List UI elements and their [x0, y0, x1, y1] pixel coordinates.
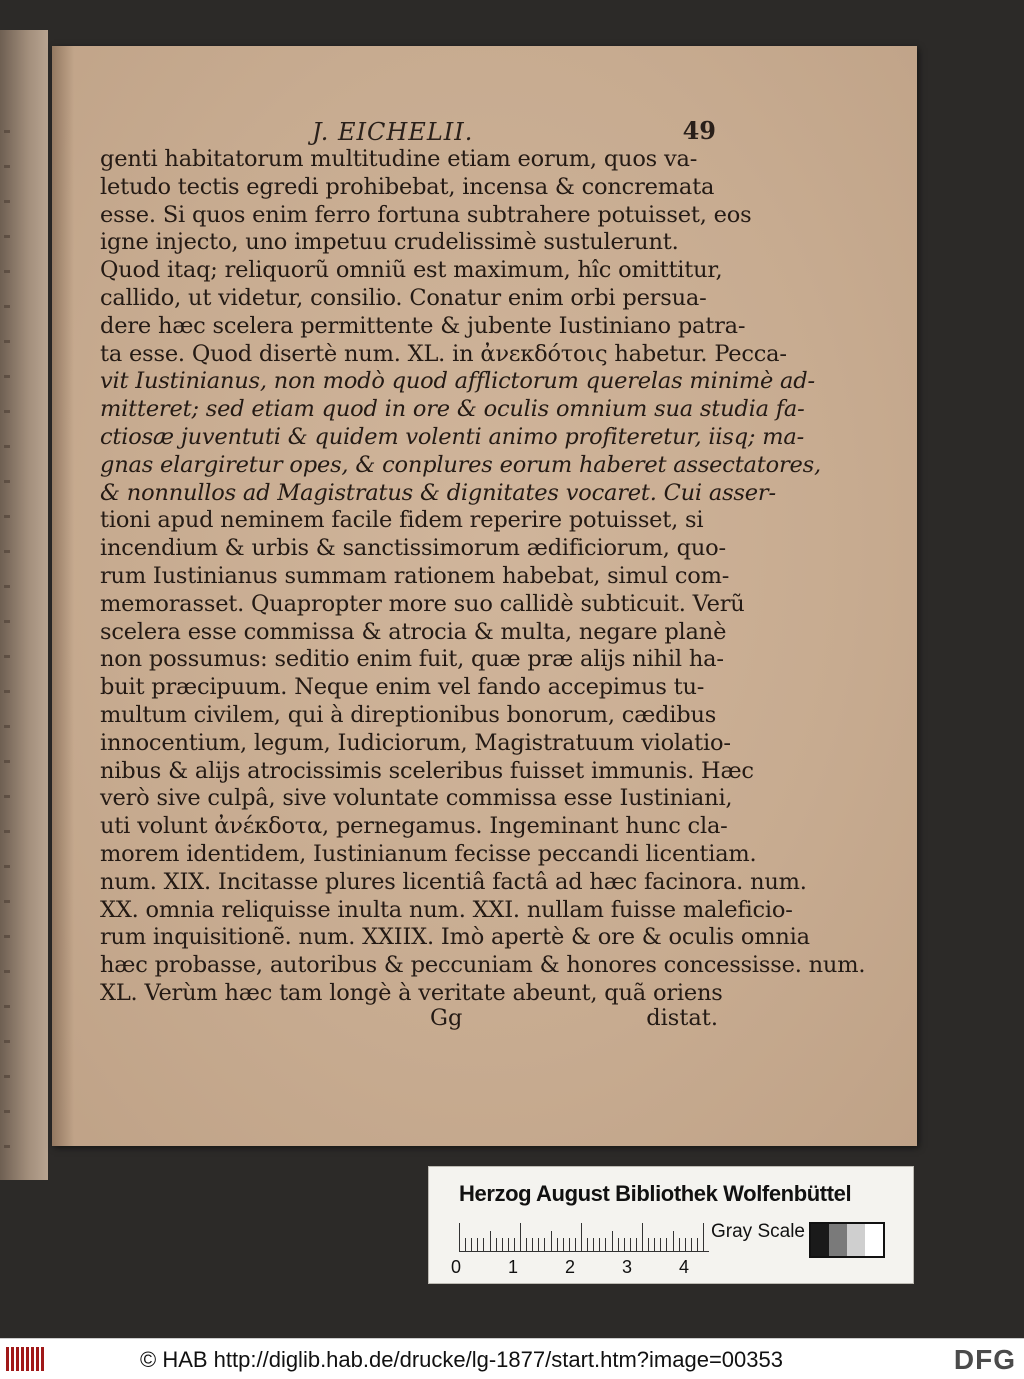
edge-mark [4, 900, 10, 903]
edge-mark [4, 340, 10, 343]
edge-mark [4, 585, 10, 588]
edge-mark [4, 1005, 10, 1008]
text-line: XL. Verùm hæc tam longè à veritate abeunt, quã oriens [100, 979, 723, 1006]
ruler-tick [642, 1223, 643, 1251]
gray-scale-label: Gray Scale [711, 1221, 805, 1242]
ruler-tick [660, 1238, 661, 1251]
ruler-tick [483, 1238, 484, 1251]
edge-mark [4, 725, 10, 728]
text-line: dere hæc scelera permittente & jubente Iustiniano patra- [100, 312, 746, 339]
edge-mark [4, 1040, 10, 1043]
edge-mark [4, 1110, 10, 1113]
ruler-tick [599, 1238, 600, 1251]
dfg-logo: DFG [953, 1344, 1016, 1375]
ruler-tick [630, 1238, 631, 1251]
ruler-tick [587, 1238, 588, 1251]
ruler-tick [666, 1238, 667, 1251]
ruler-tick [612, 1231, 613, 1251]
page-text [100, 146, 866, 1008]
ruler-tick [569, 1238, 570, 1251]
text-line: incendium & urbis & sanctissimorum ædificiorum, quo- [100, 535, 726, 562]
ruler-tick [514, 1238, 515, 1251]
text-line: tioni apud neminem facile fidem reperire potuisset, si [100, 507, 704, 534]
edge-mark [4, 655, 10, 658]
ruler-tick [624, 1238, 625, 1251]
text-line: XX. omnia reliquisse inulta num. XXI. nullam fuisse maleficio- [100, 896, 793, 923]
gray-swatch [847, 1224, 865, 1256]
text-line: esse. Si quos enim ferro fortuna subtrahere potuisset, eos [100, 201, 752, 228]
text-line: uti volunt ἀνέκδοτα, pernegamus. Ingeminant hunc cla- [100, 813, 728, 840]
ruler-tick [508, 1238, 509, 1251]
ruler-tick [544, 1238, 545, 1251]
text-line: verò sive culpâ, sive voluntate commissa esse Iustiniani, [100, 785, 733, 812]
page-gutter-shadow [52, 46, 74, 1146]
text-line: non possumus: seditio enim fuit, quæ præ alijs nihil ha- [100, 646, 724, 673]
edge-mark [4, 550, 10, 553]
edge-mark [4, 690, 10, 693]
edge-mark [4, 830, 10, 833]
edge-mark [4, 760, 10, 763]
signature-mark: Gg [430, 1005, 463, 1031]
ruler-tick [551, 1231, 552, 1251]
text-line: & nonnullos ad Magistratus & dignitates vocaret. Cui asser- [100, 479, 776, 506]
text-line: scelera esse commissa & atrocia & multa, negare planè [100, 618, 727, 645]
ruler-number: 3 [622, 1257, 633, 1277]
scale-ruler [459, 1223, 719, 1251]
ruler-number: 2 [565, 1257, 576, 1277]
copyright-link[interactable]: © HAB http://diglib.hab.de/drucke/lg-1877/start.htm?image=00353 [140, 1347, 783, 1372]
viewer-footer [0, 1338, 1024, 1379]
text-line: vit Iustinianus, non modò quod afflictorum querelas minimè ad- [100, 368, 815, 395]
text-line: morem identidem, Iustinianum fecisse peccandi licentiam. [100, 840, 757, 867]
ruler-tick [496, 1238, 497, 1251]
edge-mark [4, 165, 10, 168]
library-name: Herzog August Bibliothek Wolfenbüttel [459, 1181, 852, 1206]
page-number: 49 [682, 116, 716, 145]
edge-mark [4, 620, 10, 623]
running-head: J. EICHELII. [312, 118, 474, 146]
ruler-tick [593, 1238, 594, 1251]
edge-mark [4, 410, 10, 413]
text-line: letudo tectis egredi prohibebat, incensa & concremata [100, 173, 715, 200]
catchword: distat. [646, 1005, 718, 1031]
edge-mark [4, 865, 10, 868]
text-line: igne injecto, uno impetuu crudelissimè sustulerunt. [100, 229, 679, 256]
ruler-tick [648, 1238, 649, 1251]
edge-mark [4, 480, 10, 483]
text-line: gnas elargiretur opes, & conplures eorum haberet assectatores, [100, 451, 821, 478]
text-line: hæc probasse, autoribus & peccuniam & honores concessisse. num. [100, 952, 866, 979]
ruler-number: 1 [508, 1257, 519, 1277]
ruler-tick [605, 1238, 606, 1251]
ruler-tick [636, 1238, 637, 1251]
edge-mark [4, 305, 10, 308]
ruler-tick [557, 1238, 558, 1251]
text-line: ta esse. Quod disertè num. XL. in ἀνεκδότοις habetur. Pecca- [100, 340, 787, 367]
ruler-tick [563, 1238, 564, 1251]
text-line: num. XIX. Incitasse plures licentiâ factâ ad hæc facinora. num. [100, 868, 807, 895]
ruler-number: 0 [451, 1257, 462, 1277]
edge-mark [4, 1075, 10, 1078]
ruler-tick [654, 1238, 655, 1251]
text-line: buit præcipuum. Neque enim vel fando accepimus tu- [100, 674, 705, 701]
edge-mark [4, 970, 10, 973]
ruler-tick [465, 1238, 466, 1251]
text-line: mitteret; sed etiam quod in ore & oculis omnium sua studia fa- [100, 396, 805, 423]
ruler-tick [697, 1238, 698, 1251]
edge-mark [4, 375, 10, 378]
gray-scale-swatches [809, 1222, 885, 1258]
text-line: rum Iustinianus summam rationem habebat, simul com- [100, 562, 730, 589]
ruler-tick [532, 1238, 533, 1251]
gray-swatch [829, 1224, 847, 1256]
ruler-tick [691, 1238, 692, 1251]
text-line: nibus & alijs atrocissimis sceleribus fuisset immunis. Hæc [100, 757, 754, 784]
ruler-tick [538, 1238, 539, 1251]
text-line: genti habitatorum multitudine etiam eorum, quos va- [100, 146, 698, 172]
previous-page-edge [0, 30, 48, 1180]
text-line: multum civilem, qui à direptionibus bonorum, cædibus [100, 701, 717, 728]
text-line: ctiosæ juventuti & quidem volenti animo profiteretur, iisq; ma- [100, 423, 805, 450]
ruler-number: 4 [679, 1257, 690, 1277]
gray-swatch [811, 1224, 829, 1256]
ruler-tick [679, 1238, 680, 1251]
ruler-tick [618, 1238, 619, 1251]
ruler-tick [673, 1231, 674, 1251]
library-color-card [428, 1166, 914, 1284]
ruler-tick [477, 1238, 478, 1251]
ruler-tick [575, 1238, 576, 1251]
ruler-tick [581, 1223, 582, 1251]
edge-mark [4, 935, 10, 938]
page-footer-line [100, 1005, 718, 1035]
text-line: memorasset. Quapropter more suo callidè subticuit. Verũ [100, 590, 745, 617]
edge-mark [4, 795, 10, 798]
edge-mark [4, 515, 10, 518]
ruler-numbers [451, 1257, 731, 1279]
text-line: innocentium, legum, Iudiciorum, Magistratuum violatio- [100, 729, 731, 756]
ruler-tick [459, 1223, 460, 1251]
text-line: rum inquisitionẽ. num. XXIIX. Imò apertè & ore & oculis omnia [100, 924, 810, 951]
edge-mark [4, 1145, 10, 1148]
edge-mark [4, 200, 10, 203]
ruler-tick [490, 1231, 491, 1251]
ruler-tick [502, 1238, 503, 1251]
ruler-tick [471, 1238, 472, 1251]
ruler-tick [526, 1238, 527, 1251]
ruler-tick [703, 1223, 704, 1251]
edge-mark [4, 445, 10, 448]
ruler-tick [520, 1223, 521, 1251]
text-line: Quod itaq; reliquorũ omniũ est maximum, hîc omittitur, [100, 257, 723, 284]
ruler-baseline [459, 1251, 709, 1252]
gray-swatch [865, 1224, 883, 1256]
ruler-tick [685, 1238, 686, 1251]
text-line: callido, ut videtur, consilio. Conatur enim orbi persua- [100, 284, 707, 311]
edge-mark [4, 130, 10, 133]
page-header [100, 116, 716, 148]
edge-mark [4, 270, 10, 273]
hab-logo-icon [6, 1347, 46, 1371]
edge-mark [4, 235, 10, 238]
